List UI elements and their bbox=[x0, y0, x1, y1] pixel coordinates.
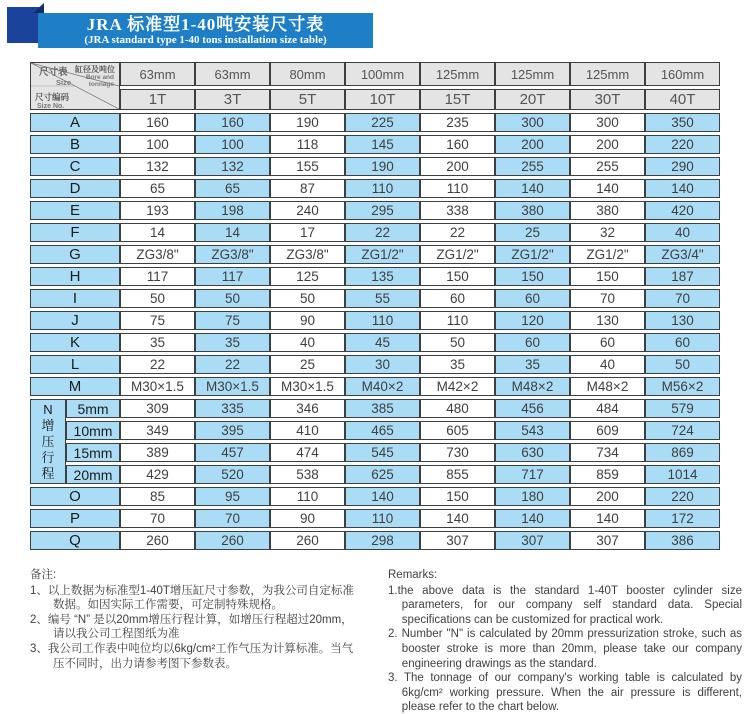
size-value-cell: 65 bbox=[120, 179, 195, 198]
corner-sizeno-cn: 尺寸编码 bbox=[35, 92, 70, 102]
size-value-cell: 730 bbox=[420, 443, 495, 462]
size-value-cell: 717 bbox=[495, 465, 570, 484]
size-value-cell: 110 bbox=[420, 179, 495, 198]
table-row bbox=[30, 487, 720, 506]
size-table-wrapper bbox=[30, 59, 720, 553]
size-value-cell: 140 bbox=[495, 509, 570, 528]
size-value-cell: 50 bbox=[270, 289, 345, 308]
size-value-cell: 300 bbox=[570, 113, 645, 132]
size-value-cell: 260 bbox=[120, 531, 195, 550]
size-value-cell: 60 bbox=[420, 289, 495, 308]
row-label: K bbox=[30, 333, 120, 352]
size-value-cell: 50 bbox=[195, 289, 270, 308]
size-value-cell: 190 bbox=[345, 157, 420, 176]
size-value-cell: M40×2 bbox=[345, 377, 420, 396]
size-value-cell: 110 bbox=[345, 311, 420, 330]
header-row-tonnage bbox=[30, 89, 720, 110]
size-value-cell: 484 bbox=[570, 399, 645, 418]
size-value-cell: 150 bbox=[495, 267, 570, 286]
size-value-cell: 429 bbox=[120, 465, 195, 484]
size-value-cell: 295 bbox=[345, 201, 420, 220]
size-value-cell: 25 bbox=[270, 355, 345, 374]
size-value-cell: 14 bbox=[120, 223, 195, 242]
size-value-cell: 120 bbox=[495, 311, 570, 330]
size-value-cell: 260 bbox=[195, 531, 270, 550]
size-value-cell: 260 bbox=[270, 531, 345, 550]
size-value-cell: 298 bbox=[345, 531, 420, 550]
column-header-bore: 125mm bbox=[495, 62, 570, 86]
size-value-cell: ZG3/8" bbox=[120, 245, 195, 264]
size-value-cell: M30×1.5 bbox=[120, 377, 195, 396]
size-value-cell: 110 bbox=[270, 487, 345, 506]
title-banner bbox=[38, 13, 373, 48]
header-row-bore bbox=[30, 62, 720, 86]
corner-size-cn: 尺寸表 bbox=[39, 67, 68, 78]
size-value-cell: 160 bbox=[120, 113, 195, 132]
note-en-item-1: 1.the above data is the standard 1-40T booster cylinder size parameters, for our company self standard data. Special specifications can be customized for practical work. bbox=[388, 584, 742, 626]
table-row bbox=[30, 245, 720, 264]
size-value-cell: 338 bbox=[420, 201, 495, 220]
row-sublabel-stroke: 20mm bbox=[66, 465, 120, 484]
size-value-cell: 456 bbox=[495, 399, 570, 418]
size-value-cell: 50 bbox=[420, 333, 495, 352]
size-value-cell: 255 bbox=[570, 157, 645, 176]
size-value-cell: 65 bbox=[195, 179, 270, 198]
note-cn-item-3: 3、我公司工作表中吨位均以6kg/cm²工作气压为计算标准。当气压不同时，出力请参考图下参数表。 bbox=[30, 642, 354, 670]
size-value-cell: 350 bbox=[645, 113, 720, 132]
size-value-cell: 87 bbox=[270, 179, 345, 198]
size-value-cell: 50 bbox=[645, 355, 720, 374]
size-value-cell: 200 bbox=[420, 157, 495, 176]
size-value-cell: 132 bbox=[195, 157, 270, 176]
column-header-tonnage: 10T bbox=[345, 89, 420, 110]
size-value-cell: 35 bbox=[420, 355, 495, 374]
table-row bbox=[30, 267, 720, 286]
size-value-cell: 545 bbox=[345, 443, 420, 462]
table-row bbox=[30, 443, 720, 462]
size-value-cell: 40 bbox=[570, 355, 645, 374]
size-value-cell: 1014 bbox=[645, 465, 720, 484]
size-value-cell: 100 bbox=[120, 135, 195, 154]
note-cn-item-1: 1、以上数据为标准型1-40T增压缸尺寸参数，为我公司自定标准数据。如因实际工作需要，可定制特殊规格。 bbox=[30, 584, 354, 612]
row-label: O bbox=[30, 487, 120, 506]
size-value-cell: 130 bbox=[570, 311, 645, 330]
size-value-cell: ZG1/2" bbox=[420, 245, 495, 264]
note-en-item-2: 2. Number "N" is calculated by 20mm pressurization stroke, such as booster stroke is more than 20mm, please take our company engineering drawings as the standard. bbox=[388, 628, 742, 670]
column-header-tonnage: 20T bbox=[495, 89, 570, 110]
corner-sizeno-en: Size No. bbox=[37, 103, 65, 110]
row-label: G bbox=[30, 245, 120, 264]
size-value-cell: 140 bbox=[495, 179, 570, 198]
size-value-cell: 150 bbox=[420, 487, 495, 506]
size-value-cell: 859 bbox=[570, 465, 645, 484]
size-value-cell: 520 bbox=[195, 465, 270, 484]
table-row bbox=[30, 509, 720, 528]
table-row bbox=[30, 333, 720, 352]
size-value-cell: 60 bbox=[495, 333, 570, 352]
note-en-item-3: 3. The tonnage of our company's working table is calculated by 6kg/cm² working pressure. When the air pressure is different, please refer to the chart below. bbox=[388, 672, 742, 714]
size-value-cell: 140 bbox=[345, 487, 420, 506]
size-value-cell: 474 bbox=[270, 443, 345, 462]
size-value-cell: 40 bbox=[270, 333, 345, 352]
size-value-cell: 140 bbox=[570, 179, 645, 198]
notes-en-heading: Remarks: bbox=[388, 569, 438, 581]
size-value-cell: 220 bbox=[645, 135, 720, 154]
corner-header-cell bbox=[30, 62, 120, 110]
corner-bore-en: Bore and tonnage bbox=[85, 74, 114, 88]
size-value-cell: 60 bbox=[495, 289, 570, 308]
size-value-cell: 22 bbox=[345, 223, 420, 242]
column-header-tonnage: 1T bbox=[120, 89, 195, 110]
note-cn-item-2: 2、编号 “N” 是以20mm增压行程计算，如增压行程超过20mm，请以我公司工程图纸为准 bbox=[30, 613, 353, 641]
table-row bbox=[30, 355, 720, 374]
size-value-cell: 85 bbox=[120, 487, 195, 506]
size-value-cell: ZG1/2" bbox=[495, 245, 570, 264]
size-value-cell: 200 bbox=[570, 135, 645, 154]
row-label: E bbox=[30, 201, 120, 220]
size-value-cell: 187 bbox=[645, 267, 720, 286]
row-label-n-stroke: N 增 压 行 程 bbox=[30, 399, 66, 484]
page-title: JRA 标准型1-40吨安装尺寸表 bbox=[86, 15, 325, 34]
row-sublabel-stroke: 15mm bbox=[66, 443, 120, 462]
size-value-cell: 22 bbox=[420, 223, 495, 242]
size-value-cell: 420 bbox=[645, 201, 720, 220]
table-row bbox=[30, 179, 720, 198]
size-value-cell: 35 bbox=[495, 355, 570, 374]
size-value-cell: M48×2 bbox=[570, 377, 645, 396]
size-value-cell: 724 bbox=[645, 421, 720, 440]
size-value-cell: 172 bbox=[645, 509, 720, 528]
size-value-cell: 135 bbox=[345, 267, 420, 286]
size-value-cell: ZG3/8" bbox=[195, 245, 270, 264]
size-value-cell: 160 bbox=[420, 135, 495, 154]
size-value-cell: 110 bbox=[345, 509, 420, 528]
size-value-cell: 110 bbox=[345, 179, 420, 198]
size-value-cell: 75 bbox=[195, 311, 270, 330]
table-row bbox=[30, 377, 720, 396]
size-value-cell: 386 bbox=[645, 531, 720, 550]
column-header-bore: 63mm bbox=[195, 62, 270, 86]
size-value-cell: 118 bbox=[270, 135, 345, 154]
size-value-cell: 855 bbox=[420, 465, 495, 484]
size-value-cell: 145 bbox=[345, 135, 420, 154]
size-value-cell: 395 bbox=[195, 421, 270, 440]
size-value-cell: 200 bbox=[570, 487, 645, 506]
size-value-cell: 55 bbox=[345, 289, 420, 308]
size-value-cell: 220 bbox=[645, 487, 720, 506]
size-table bbox=[30, 59, 720, 553]
size-value-cell: 198 bbox=[195, 201, 270, 220]
size-value-cell: 255 bbox=[495, 157, 570, 176]
size-value-cell: 609 bbox=[570, 421, 645, 440]
size-value-cell: 150 bbox=[420, 267, 495, 286]
column-header-bore: 125mm bbox=[570, 62, 645, 86]
row-label: C bbox=[30, 157, 120, 176]
size-value-cell: 410 bbox=[270, 421, 345, 440]
size-value-cell: 579 bbox=[645, 399, 720, 418]
size-value-cell: 125 bbox=[270, 267, 345, 286]
row-label: Q bbox=[30, 531, 120, 550]
column-header-tonnage: 30T bbox=[570, 89, 645, 110]
size-value-cell: 22 bbox=[120, 355, 195, 374]
size-value-cell: M30×1.5 bbox=[195, 377, 270, 396]
size-value-cell: 70 bbox=[645, 289, 720, 308]
size-value-cell: 335 bbox=[195, 399, 270, 418]
size-value-cell: 734 bbox=[570, 443, 645, 462]
table-row bbox=[30, 421, 720, 440]
column-header-bore: 80mm bbox=[270, 62, 345, 86]
corner-bore-cn: 缸径及吨位 bbox=[75, 65, 115, 74]
row-label: J bbox=[30, 311, 120, 330]
table-row bbox=[30, 289, 720, 308]
size-value-cell: 307 bbox=[495, 531, 570, 550]
size-value-cell: 480 bbox=[420, 399, 495, 418]
column-header-bore: 125mm bbox=[420, 62, 495, 86]
row-sublabel-stroke: 10mm bbox=[66, 421, 120, 440]
table-row bbox=[30, 223, 720, 242]
size-value-cell: 630 bbox=[495, 443, 570, 462]
size-value-cell: 90 bbox=[270, 509, 345, 528]
size-value-cell: 35 bbox=[120, 333, 195, 352]
size-value-cell: 35 bbox=[195, 333, 270, 352]
column-header-bore: 63mm bbox=[120, 62, 195, 86]
size-value-cell: 132 bbox=[120, 157, 195, 176]
size-value-cell: 25 bbox=[495, 223, 570, 242]
size-value-cell: ZG3/8" bbox=[270, 245, 345, 264]
page-subtitle: (JRA standard type 1-40 tons installation size table) bbox=[84, 34, 327, 46]
size-value-cell: 605 bbox=[420, 421, 495, 440]
size-value-cell: M48×2 bbox=[495, 377, 570, 396]
size-value-cell: 50 bbox=[120, 289, 195, 308]
size-value-cell: 307 bbox=[570, 531, 645, 550]
size-value-cell: 457 bbox=[195, 443, 270, 462]
column-header-tonnage: 5T bbox=[270, 89, 345, 110]
row-label: H bbox=[30, 267, 120, 286]
size-value-cell: 346 bbox=[270, 399, 345, 418]
size-value-cell: 300 bbox=[495, 113, 570, 132]
row-label: B bbox=[30, 135, 120, 154]
table-row bbox=[30, 157, 720, 176]
table-row bbox=[30, 399, 720, 418]
size-value-cell: 180 bbox=[495, 487, 570, 506]
row-label: F bbox=[30, 223, 120, 242]
size-value-cell: 465 bbox=[345, 421, 420, 440]
size-value-cell: 70 bbox=[570, 289, 645, 308]
size-value-cell: 100 bbox=[195, 135, 270, 154]
row-label: M bbox=[30, 377, 120, 396]
column-header-tonnage: 3T bbox=[195, 89, 270, 110]
notes-english bbox=[388, 568, 742, 714]
size-value-cell: 543 bbox=[495, 421, 570, 440]
row-label: L bbox=[30, 355, 120, 374]
table-row bbox=[30, 531, 720, 550]
size-value-cell: 380 bbox=[495, 201, 570, 220]
size-value-cell: 193 bbox=[120, 201, 195, 220]
size-value-cell: 150 bbox=[570, 267, 645, 286]
column-header-tonnage: 40T bbox=[645, 89, 720, 110]
size-value-cell: 235 bbox=[420, 113, 495, 132]
size-value-cell: 140 bbox=[570, 509, 645, 528]
size-value-cell: 349 bbox=[120, 421, 195, 440]
size-value-cell: 130 bbox=[645, 311, 720, 330]
table-row bbox=[30, 135, 720, 154]
size-value-cell: 110 bbox=[420, 311, 495, 330]
size-value-cell: 60 bbox=[570, 333, 645, 352]
size-value-cell: 60 bbox=[645, 333, 720, 352]
size-value-cell: 240 bbox=[270, 201, 345, 220]
size-value-cell: 160 bbox=[195, 113, 270, 132]
size-value-cell: M56×2 bbox=[645, 377, 720, 396]
size-value-cell: 95 bbox=[195, 487, 270, 506]
table-row bbox=[30, 201, 720, 220]
size-value-cell: 30 bbox=[345, 355, 420, 374]
column-header-bore: 160mm bbox=[645, 62, 720, 86]
size-value-cell: M42×2 bbox=[420, 377, 495, 396]
corner-size-en: Size bbox=[56, 78, 72, 87]
size-value-cell: 307 bbox=[420, 531, 495, 550]
size-value-cell: 625 bbox=[345, 465, 420, 484]
size-value-cell: 45 bbox=[345, 333, 420, 352]
size-value-cell: 117 bbox=[120, 267, 195, 286]
size-value-cell: 309 bbox=[120, 399, 195, 418]
size-value-cell: M30×1.5 bbox=[270, 377, 345, 396]
notes-chinese bbox=[30, 568, 362, 671]
size-value-cell: 17 bbox=[270, 223, 345, 242]
size-value-cell: 70 bbox=[195, 509, 270, 528]
size-value-cell: 140 bbox=[420, 509, 495, 528]
size-value-cell: 225 bbox=[345, 113, 420, 132]
size-value-cell: 389 bbox=[120, 443, 195, 462]
size-value-cell: ZG1/2" bbox=[570, 245, 645, 264]
size-value-cell: 32 bbox=[570, 223, 645, 242]
row-label: I bbox=[30, 289, 120, 308]
table-row bbox=[30, 311, 720, 330]
row-label: D bbox=[30, 179, 120, 198]
size-value-cell: 380 bbox=[570, 201, 645, 220]
size-value-cell: 22 bbox=[195, 355, 270, 374]
size-value-cell: ZG3/4" bbox=[645, 245, 720, 264]
table-row bbox=[30, 465, 720, 484]
table-row bbox=[30, 113, 720, 132]
row-label: A bbox=[30, 113, 120, 132]
row-sublabel-stroke: 5mm bbox=[66, 399, 120, 418]
size-value-cell: 869 bbox=[645, 443, 720, 462]
size-value-cell: 155 bbox=[270, 157, 345, 176]
size-value-cell: 117 bbox=[195, 267, 270, 286]
size-value-cell: 70 bbox=[120, 509, 195, 528]
column-header-bore: 100mm bbox=[345, 62, 420, 86]
size-value-cell: 190 bbox=[270, 113, 345, 132]
size-value-cell: 75 bbox=[120, 311, 195, 330]
size-value-cell: 90 bbox=[270, 311, 345, 330]
size-value-cell: 385 bbox=[345, 399, 420, 418]
size-value-cell: 290 bbox=[645, 157, 720, 176]
notes-cn-heading: 备注: bbox=[30, 569, 57, 581]
size-value-cell: 200 bbox=[495, 135, 570, 154]
size-table-body bbox=[30, 113, 720, 550]
size-value-cell: 14 bbox=[195, 223, 270, 242]
size-value-cell: 40 bbox=[645, 223, 720, 242]
column-header-tonnage: 15T bbox=[420, 89, 495, 110]
size-value-cell: 538 bbox=[270, 465, 345, 484]
size-value-cell: ZG1/2" bbox=[345, 245, 420, 264]
row-label: P bbox=[30, 509, 120, 528]
size-value-cell: 140 bbox=[645, 179, 720, 198]
